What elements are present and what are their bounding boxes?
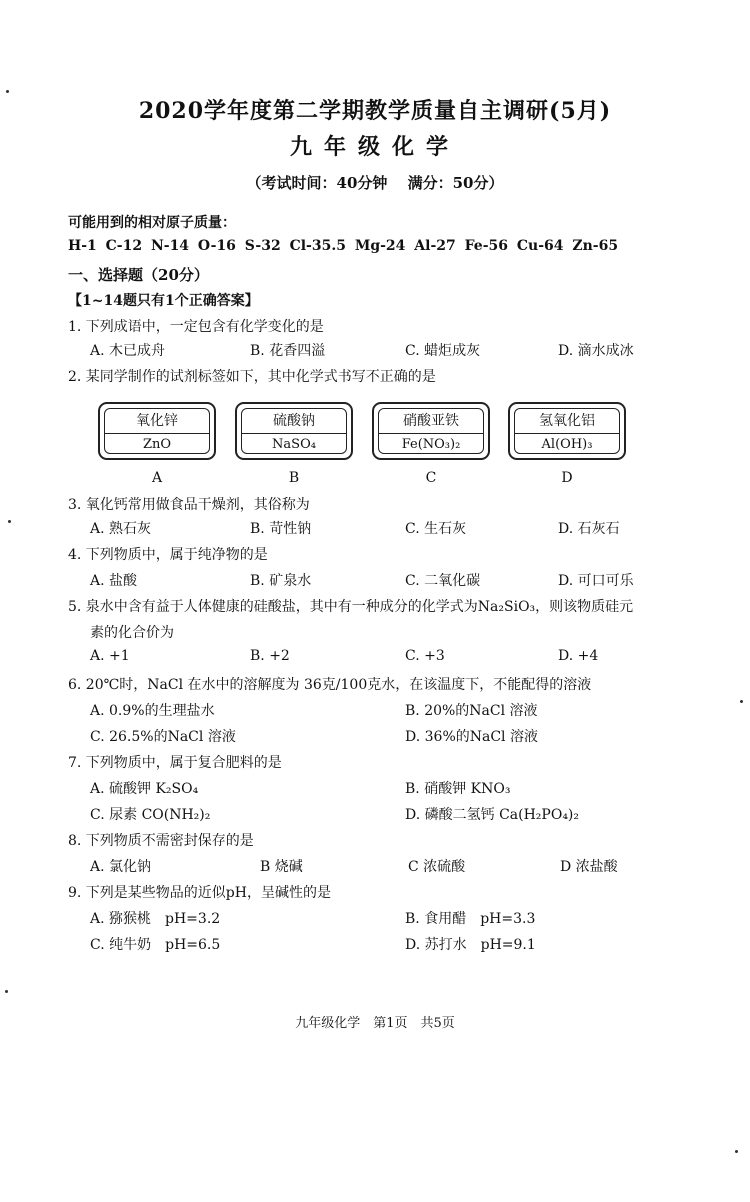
label-formula: ZnO [142, 437, 172, 452]
label-inner [378, 408, 484, 454]
exam-info: （考试时间：40分钟 满分：50分） [246, 174, 504, 192]
label-formula: Al(OH)₃ [541, 437, 593, 452]
label-letter-a: A [151, 470, 163, 486]
q4-option-c[interactable]: C. 二氧化碳 [405, 573, 481, 589]
label-name: 氢氧化铝 [515, 409, 619, 434]
label-inner [104, 408, 210, 454]
q3-option-d[interactable]: D. 石灰石 [558, 521, 620, 537]
question-6-stem: 6. 20℃时，NaCl 在水中的溶解度为 36克/100克水，在该温度下，不能配得的溶液 [68, 677, 592, 693]
q9-option-c[interactable]: C. 纯牛奶 pH=6.5 [90, 937, 221, 953]
question-2-stem: 2. 某同学制作的试剂标签如下，其中化学式书写不正确的是 [68, 369, 436, 385]
q6-option-a[interactable]: A. 0.9%的生理盐水 [90, 703, 215, 719]
label-inner [241, 408, 347, 454]
label-name: 氧化锌 [105, 409, 209, 434]
reagent-label-a[interactable] [98, 402, 216, 460]
scan-speck [5, 990, 8, 993]
q5-option-b[interactable]: B. +2 [250, 648, 290, 664]
question-4-stem: 4. 下列物质中，属于纯净物的是 [68, 547, 268, 563]
section-heading: 一、选择题（20分） [68, 266, 209, 284]
q1-option-b[interactable]: B. 花香四溢 [250, 343, 326, 359]
exam-title: 2020学年度第二学期教学质量自主调研(5月) [138, 98, 612, 124]
question-5-stem: 5. 泉水中含有益于人体健康的硅酸盐，其中有一种成分的化学式为Na₂SiO₃，则该物质硅元 [68, 599, 634, 615]
q6-option-d[interactable]: D. 36%的NaCl 溶液 [405, 729, 538, 745]
section-note: 【1~14题只有1个正确答案】 [68, 293, 259, 309]
q9-option-d[interactable]: D. 苏打水 pH=9.1 [405, 937, 536, 953]
exam-subject: 九年级化学 [289, 134, 460, 160]
q6-option-c[interactable]: C. 26.5%的NaCl 溶液 [90, 729, 236, 745]
scan-speck [6, 90, 9, 93]
q7-option-d[interactable]: D. 磷酸二氢钙 Ca(H₂PO₄)₂ [405, 807, 580, 823]
atomic-mass-values: H-1 C-12 N-14 O-16 S-32 Cl-35.5 Mg-24 Al-27 Fe-56 Cu-64 Zn-65 [68, 238, 619, 254]
label-letter-c: C [425, 470, 437, 486]
q8-option-b[interactable]: B 烧碱 [260, 859, 303, 875]
q4-option-d[interactable]: D. 可口可乐 [558, 573, 634, 589]
question-7-stem: 7. 下列物质中，属于复合肥料的是 [68, 755, 282, 771]
reagent-label-d[interactable] [508, 402, 626, 460]
label-formula: NaSO₄ [272, 437, 316, 452]
q3-option-a[interactable]: A. 熟石灰 [90, 521, 152, 537]
q8-option-a[interactable]: A. 氯化钠 [90, 859, 152, 875]
label-letter-d: D [561, 470, 573, 486]
question-3-stem: 3. 氧化钙常用做食品干燥剂，其俗称为 [68, 497, 310, 513]
q8-option-d[interactable]: D 浓盐酸 [560, 859, 618, 875]
q1-option-a[interactable]: A. 木已成舟 [90, 343, 166, 359]
q7-option-b[interactable]: B. 硝酸钾 KNO₃ [405, 781, 511, 797]
q5-option-a[interactable]: A. +1 [90, 648, 130, 664]
scan-speck [740, 700, 743, 703]
question-8-stem: 8. 下列物质不需密封保存的是 [68, 833, 254, 849]
q7-option-a[interactable]: A. 硫酸钾 K₂SO₄ [90, 781, 199, 797]
q4-option-b[interactable]: B. 矿泉水 [250, 573, 312, 589]
question-1-stem: 1. 下列成语中，一定包含有化学变化的是 [68, 319, 324, 335]
label-inner [514, 408, 620, 454]
scan-speck [8, 520, 11, 523]
page-footer: 九年级化学 第1页 共5页 [295, 1016, 455, 1031]
q4-option-a[interactable]: A. 盐酸 [90, 573, 138, 589]
label-name: 硫酸钠 [242, 409, 346, 434]
q1-option-c[interactable]: C. 蜡炬成灰 [405, 343, 481, 359]
question-9-stem: 9. 下列是某些物品的近似pH，呈碱性的是 [68, 885, 331, 901]
q6-option-b[interactable]: B. 20%的NaCl 溶液 [405, 703, 538, 719]
q8-option-c[interactable]: C 浓硫酸 [408, 859, 466, 875]
reagent-label-c[interactable] [372, 402, 490, 460]
q9-option-a[interactable]: A. 猕猴桃 pH=3.2 [90, 911, 221, 927]
label-formula: Fe(NO₃)₂ [401, 437, 461, 452]
q5-option-c[interactable]: C. +3 [405, 648, 445, 664]
q9-option-b[interactable]: B. 食用醋 pH=3.3 [405, 911, 536, 927]
q1-option-d[interactable]: D. 滴水成冰 [558, 343, 634, 359]
q5-option-d[interactable]: D. +4 [558, 648, 599, 664]
q3-option-c[interactable]: C. 生石灰 [405, 521, 467, 537]
question-5-stem-cont: 素的化合价为 [90, 625, 174, 641]
q3-option-b[interactable]: B. 苛性钠 [250, 521, 312, 537]
label-name: 硝酸亚铁 [379, 409, 483, 434]
atomic-mass-heading: 可能用到的相对原子质量： [68, 215, 236, 231]
reagent-label-b[interactable] [235, 402, 353, 460]
scan-speck [735, 1150, 738, 1153]
q7-option-c[interactable]: C. 尿素 CO(NH₂)₂ [90, 807, 211, 823]
label-letter-b: B [288, 470, 300, 486]
